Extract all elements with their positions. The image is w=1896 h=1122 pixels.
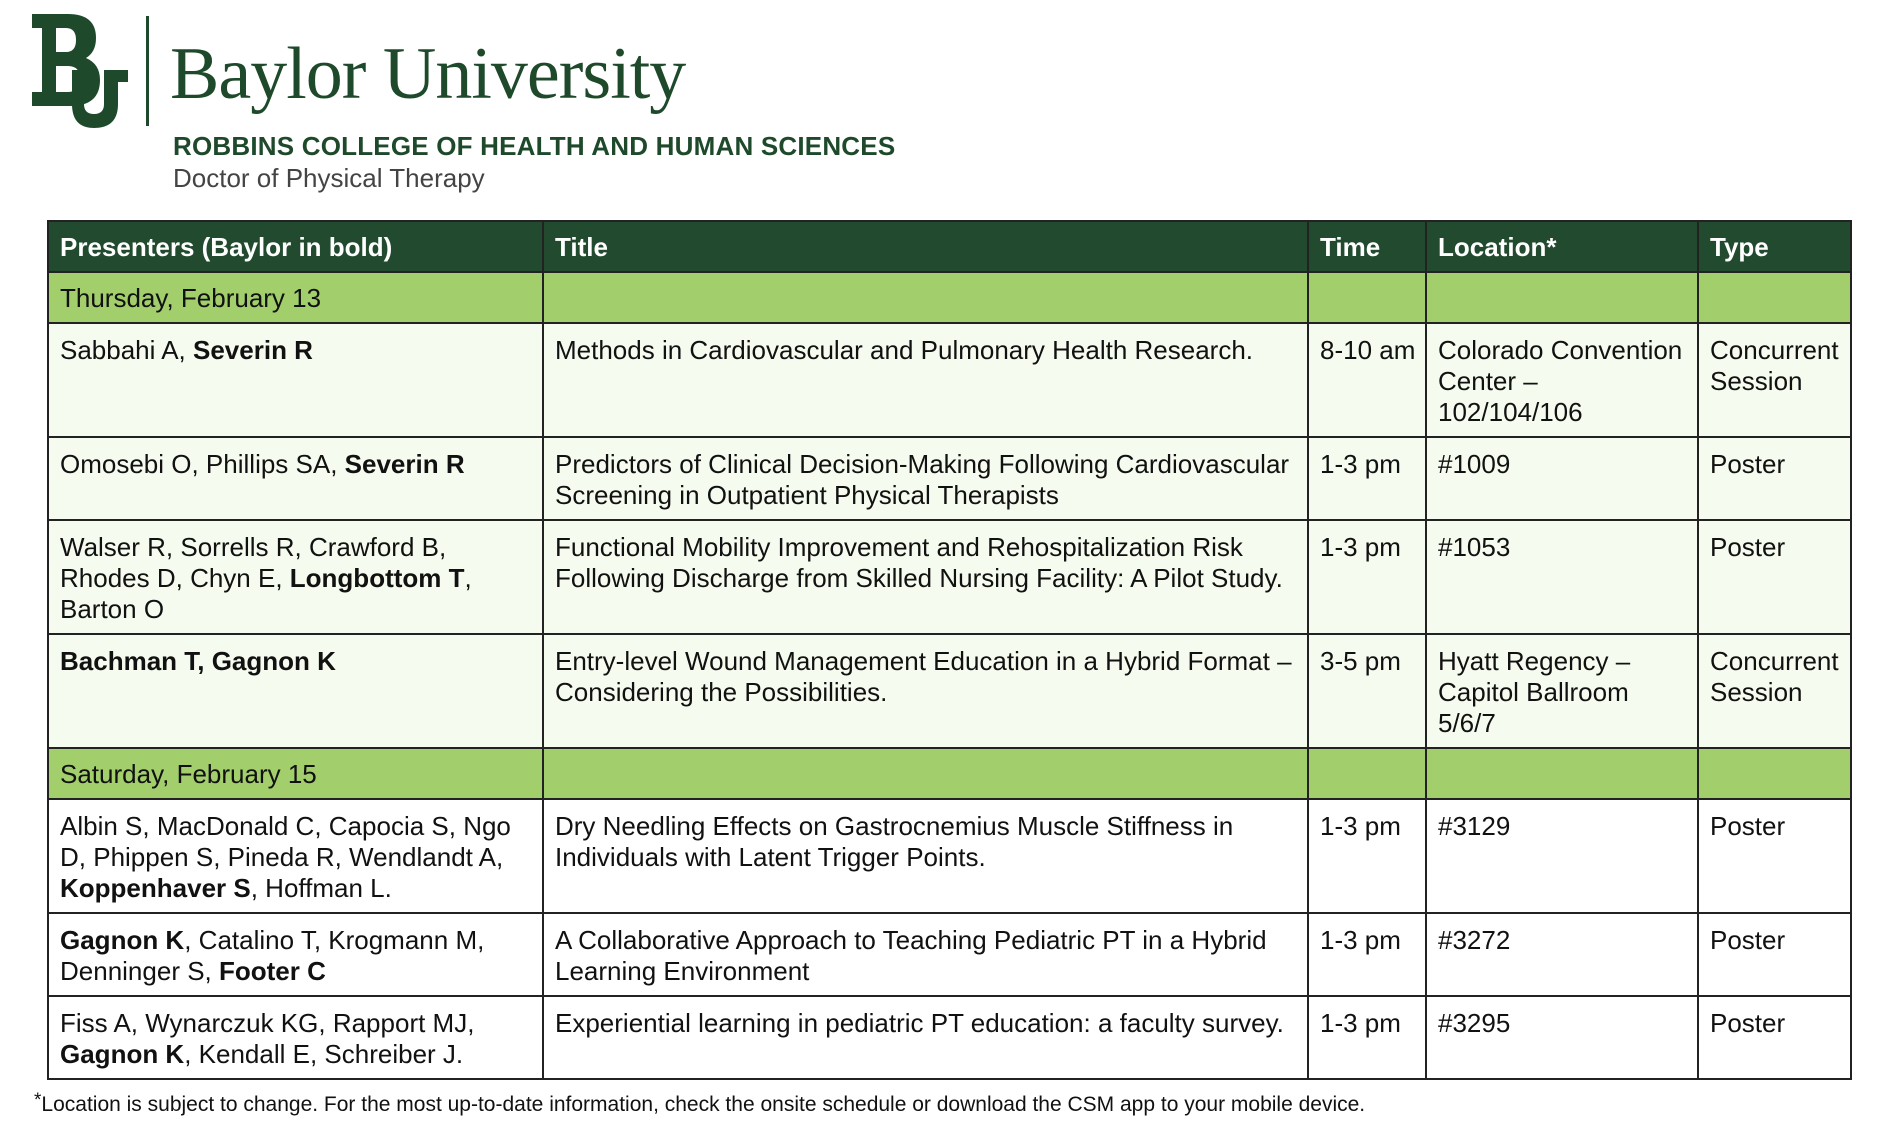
table-row	[48, 913, 1851, 996]
footnote	[34, 1090, 1365, 1117]
title-cell: Dry Needling Effects on Gastrocnemius Muscle Stiffness in Individuals with Latent Trigger Points.	[543, 799, 1308, 913]
location-cell: #1009	[1426, 437, 1698, 520]
baylor-presenter: Bachman T, Gagnon K	[60, 646, 336, 676]
time-cell: 1-3 pm	[1308, 520, 1426, 634]
table-row	[48, 996, 1851, 1079]
empty-cell	[1308, 748, 1426, 799]
table-row	[48, 520, 1851, 634]
location-cell: #3272	[1426, 913, 1698, 996]
section-date: Saturday, February 15	[48, 748, 543, 799]
title-cell: Methods in Cardiovascular and Pulmonary Health Research.	[543, 323, 1308, 437]
footnote-marker: *	[34, 1090, 42, 1111]
time-cell: 1-3 pm	[1308, 437, 1426, 520]
column-header: Time	[1308, 221, 1426, 272]
presenters-cell	[48, 323, 543, 437]
empty-cell	[543, 748, 1308, 799]
presenter-text: , Barton O	[60, 563, 472, 624]
location-cell: #3295	[1426, 996, 1698, 1079]
type-cell: Poster	[1698, 437, 1851, 520]
presenters-cell	[48, 634, 543, 748]
time-cell: 8-10 am	[1308, 323, 1426, 437]
location-cell: Colorado Convention Center – 102/104/106	[1426, 323, 1698, 437]
type-cell: Poster	[1698, 520, 1851, 634]
presenter-text: , Kendall E, Schreiber J.	[184, 1039, 464, 1069]
location-cell: Hyatt Regency – Capitol Ballroom 5/6/7	[1426, 634, 1698, 748]
title-cell: A Collaborative Approach to Teaching Pediatric PT in a Hybrid Learning Environment	[543, 913, 1308, 996]
title-cell: Functional Mobility Improvement and Rehospitalization Risk Following Discharge from Skilled Nursing Facility: A Pilot Study.	[543, 520, 1308, 634]
schedule-table	[47, 220, 1852, 1080]
baylor-presenter: Koppenhaver S	[60, 873, 251, 903]
university-name: Baylor University	[170, 33, 686, 115]
column-header: Presenters (Baylor in bold)	[48, 221, 543, 272]
title-cell: Predictors of Clinical Decision-Making Following Cardiovascular Screening in Outpatient Physical Therapists	[543, 437, 1308, 520]
title-cell: Experiential learning in pediatric PT education: a faculty survey.	[543, 996, 1308, 1079]
type-cell: Poster	[1698, 996, 1851, 1079]
empty-cell	[543, 272, 1308, 323]
schedule-body	[48, 272, 1851, 1079]
section-date: Thursday, February 13	[48, 272, 543, 323]
presenters-cell	[48, 996, 543, 1079]
presenter-text: Fiss A, Wynarczuk KG, Rapport MJ,	[60, 1008, 475, 1038]
footnote-text: Location is subject to change. For the most up-to-date information, check the onsite schedule or download the CSM app to your mobile device.	[41, 1093, 1366, 1116]
presenter-text: Sabbahi A,	[60, 335, 193, 365]
presenters-cell	[48, 799, 543, 913]
baylor-presenter: Severin R	[193, 335, 313, 365]
time-cell: 1-3 pm	[1308, 996, 1426, 1079]
presenter-text: Albin S, MacDonald C, Capocia S, Ngo D, Phippen S, Pineda R, Wendlandt A,	[60, 811, 511, 872]
empty-cell	[1426, 748, 1698, 799]
page-header	[32, 14, 932, 194]
presenter-text: , Catalino T, Krogmann M, Denninger S,	[60, 925, 485, 986]
department-name: Doctor of Physical Therapy	[173, 163, 485, 193]
column-header: Location*	[1426, 221, 1698, 272]
baylor-bu-logo-icon	[32, 14, 128, 128]
time-cell: 3-5 pm	[1308, 634, 1426, 748]
table-row	[48, 799, 1851, 913]
time-cell: 1-3 pm	[1308, 913, 1426, 996]
college-name: ROBBINS COLLEGE OF HEALTH AND HUMAN SCIENCES	[173, 131, 896, 161]
time-cell: 1-3 pm	[1308, 799, 1426, 913]
presenter-text: Walser R, Sorrells R, Crawford B, Rhodes D, Chyn E,	[60, 532, 447, 593]
type-cell: Poster	[1698, 799, 1851, 913]
date-section-row	[48, 748, 1851, 799]
title-cell: Entry-level Wound Management Education in a Hybrid Format – Considering the Possibilities.	[543, 634, 1308, 748]
date-section-row	[48, 272, 1851, 323]
type-cell: Concurrent Session	[1698, 634, 1851, 748]
presenters-cell	[48, 437, 543, 520]
location-cell: #3129	[1426, 799, 1698, 913]
baylor-presenter: Footer C	[218, 956, 326, 986]
baylor-presenter: Gagnon K	[60, 1039, 185, 1069]
column-header: Title	[543, 221, 1308, 272]
baylor-presenter: Severin R	[344, 449, 465, 479]
empty-cell	[1698, 272, 1851, 323]
presenter-text: , Hoffman L.	[250, 873, 392, 903]
empty-cell	[1426, 272, 1698, 323]
table-row	[48, 323, 1851, 437]
type-cell: Concurrent Session	[1698, 323, 1851, 437]
table-header-row	[48, 221, 1851, 272]
location-cell: #1053	[1426, 520, 1698, 634]
type-cell: Poster	[1698, 913, 1851, 996]
presenters-cell	[48, 913, 543, 996]
column-header: Type	[1698, 221, 1851, 272]
table-row	[48, 437, 1851, 520]
empty-cell	[1698, 748, 1851, 799]
presenters-cell	[48, 520, 543, 634]
logo-divider	[146, 16, 149, 126]
baylor-presenter: Longbottom T	[289, 563, 465, 593]
table-row	[48, 634, 1851, 748]
presenter-text: Omosebi O, Phillips SA,	[60, 449, 345, 479]
baylor-presenter: Gagnon K	[60, 925, 185, 955]
empty-cell	[1308, 272, 1426, 323]
